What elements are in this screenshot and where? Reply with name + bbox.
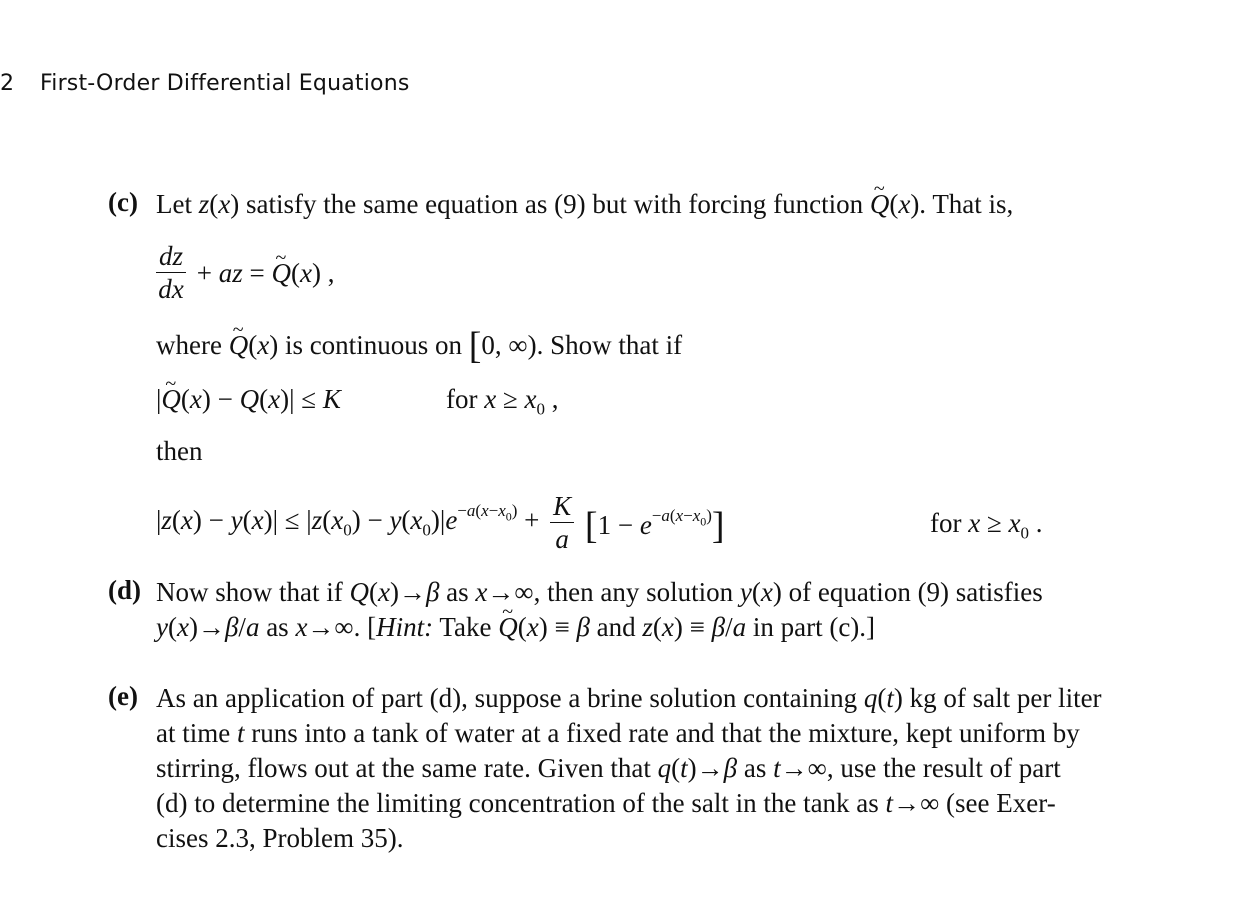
part-d-line2: y(x)→β/a as x→∞. [Hint: Take ~ Q(x) ≡ β and z(x) ≡ β/a in part (c).] [156, 610, 875, 645]
part-e-line5: cises 2.3, Problem 35). [156, 823, 404, 853]
condition-1: for $x \ge x_0$ , [446, 384, 559, 419]
part-c-line2: where ~ Q(x) is continuous on [0, ∞). Show that if [156, 328, 682, 364]
part-d-line1: Now show that if Q(x)→β as x→∞, then any solution y(x) of equation (9) satisfies [156, 577, 1043, 607]
part-d-label: (d) [108, 575, 141, 605]
part-e-label: (e) [108, 681, 138, 711]
part-c-line1: Let z(x) satisfy the same equation as (9) but with forcing function ~ Q(x). That is, [156, 187, 1013, 222]
equation-1: $\frac{dz}{dx}$ + az = ~ Q(x) , [156, 240, 334, 305]
part-c-label: (c) [108, 187, 138, 217]
part-e-line1: As an application of part (d), suppose a brine solution containing q(t) kg of salt per liter [156, 683, 1102, 713]
part-e-line3: stirring, flows out at the same rate. Given that q(t)→β as t→∞, use the result of part [156, 753, 1061, 783]
condition-2: for $x \ge x_0$ . [930, 508, 1043, 543]
chapter-title: First-Order Differential Equations [40, 71, 410, 96]
page-number: 2 [0, 71, 15, 96]
inequality-2: $|z(x) - y(x)| \le |z(x_0) - y(x_0)|e^{-a(x-x_0)}$ + $\frac{K}{a}$ $[1 - e^{-a(x-x_0)}]$ [156, 491, 725, 554]
part-e-line2: at time t runs into a tank of water at a fixed rate and that the mixture, kept uniform by [156, 718, 1080, 748]
part-e-line4: (d) to determine the limiting concentration of the salt in the tank as t→∞ (see Exer- [156, 788, 1056, 818]
inequality-1: |~ Q(x) − Q(x)| ≤ K [156, 382, 341, 417]
then-text: then [156, 436, 203, 466]
